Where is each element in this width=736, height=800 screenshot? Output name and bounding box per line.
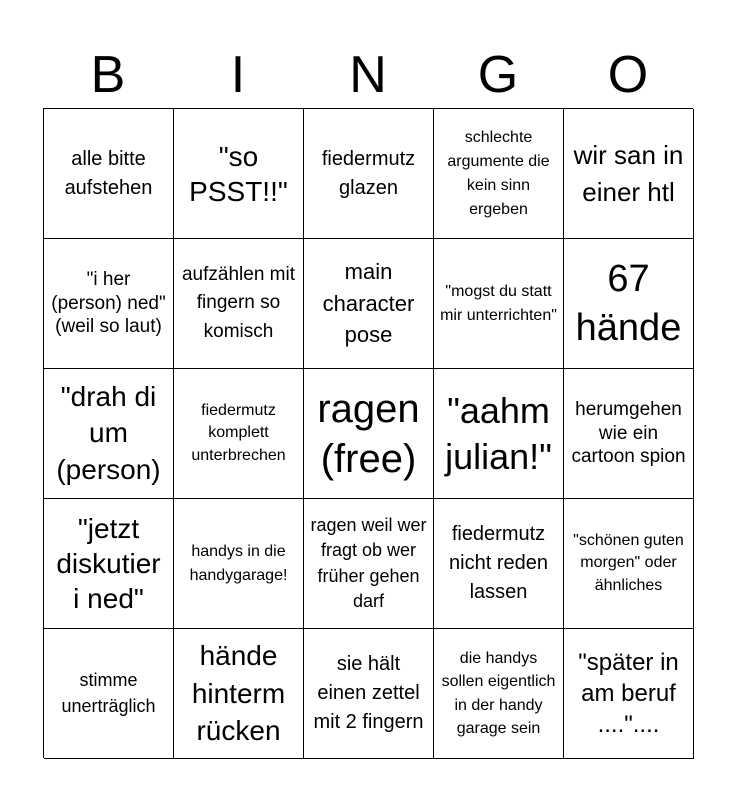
- bingo-cell[interactable]: [44, 239, 174, 369]
- bingo-board: [43, 108, 693, 758]
- cell-text: "drah di um (person): [56, 380, 161, 485]
- cell-text: ragen (free): [317, 386, 420, 481]
- bingo-cell[interactable]: [44, 369, 174, 499]
- bingo-cell[interactable]: [44, 499, 174, 629]
- bingo-cell[interactable]: [564, 109, 694, 239]
- cell-text: ragen weil wer fragt ob wer früher gehen darf: [310, 515, 427, 611]
- cell-text: schlechte argumente die kein sinn ergeben: [447, 128, 550, 218]
- bingo-cell[interactable]: [304, 239, 434, 369]
- cell-text: "i her (person) ned" (weil so laut): [51, 268, 166, 338]
- cell-text: fiedermutz nicht reden lassen: [449, 523, 548, 603]
- bingo-cell[interactable]: [174, 239, 304, 369]
- bingo-cell[interactable]: [174, 499, 304, 629]
- cell-text: fiedermutz komplett unterbrechen: [191, 401, 286, 464]
- bingo-cell[interactable]: [304, 499, 434, 629]
- cell-text: handys in die handygarage!: [189, 542, 288, 584]
- cell-text: "aahm julian!": [445, 389, 552, 477]
- bingo-cell[interactable]: [564, 499, 694, 629]
- cell-text: sie hält einen zettel mit 2 fingern: [313, 653, 424, 733]
- bingo-cell[interactable]: [434, 109, 564, 239]
- bingo-cell[interactable]: [44, 109, 174, 239]
- header-letter-i: I: [230, 46, 246, 104]
- bingo-cell[interactable]: [434, 629, 564, 759]
- bingo-cell[interactable]: [174, 109, 304, 239]
- bingo-cell[interactable]: [434, 369, 564, 499]
- bingo-header: [43, 42, 693, 108]
- bingo-cell[interactable]: [564, 369, 694, 499]
- header-letter-n: N: [349, 46, 387, 104]
- cell-text: "schönen guten morgen" oder ähnliches: [573, 531, 684, 594]
- header-letter-b: B: [90, 46, 126, 104]
- cell-text: herumgehen wie ein cartoon spion: [571, 398, 686, 468]
- bingo-cell[interactable]: [304, 369, 434, 499]
- cell-text: "später in am beruf ...."....: [578, 648, 679, 739]
- cell-text: "so PSST!!": [189, 140, 288, 207]
- bingo-cell[interactable]: [44, 629, 174, 759]
- bingo-cell[interactable]: [304, 109, 434, 239]
- cell-text: alle bitte aufstehen: [64, 147, 153, 199]
- cell-text: "mogst du statt mir unterrichten": [440, 282, 557, 324]
- header-letter-o: O: [607, 46, 649, 104]
- cell-text: aufzählen mit fingern so komisch: [181, 263, 295, 342]
- bingo-cell[interactable]: [564, 239, 694, 369]
- cell-text: hände hinterm rücken: [191, 639, 286, 747]
- cell-text: main character pose: [322, 258, 415, 348]
- cell-text: wir san in einer htl: [573, 140, 684, 207]
- cell-text: fiedermutz glazen: [321, 147, 416, 199]
- cell-text: "jetzt diskutier i ned": [56, 513, 161, 614]
- cell-text: stimme unerträglich: [61, 670, 156, 716]
- header-letter-g: G: [477, 46, 519, 104]
- bingo-cell[interactable]: [174, 629, 304, 759]
- bingo-cell[interactable]: [434, 499, 564, 629]
- bingo-cell[interactable]: [564, 629, 694, 759]
- bingo-cell[interactable]: [434, 239, 564, 369]
- cell-text: die handys sollen eigentlich in der handy garage sein: [441, 650, 556, 737]
- bingo-cell[interactable]: [174, 369, 304, 499]
- cell-text: 67 hände: [575, 258, 682, 349]
- bingo-cell[interactable]: [304, 629, 434, 759]
